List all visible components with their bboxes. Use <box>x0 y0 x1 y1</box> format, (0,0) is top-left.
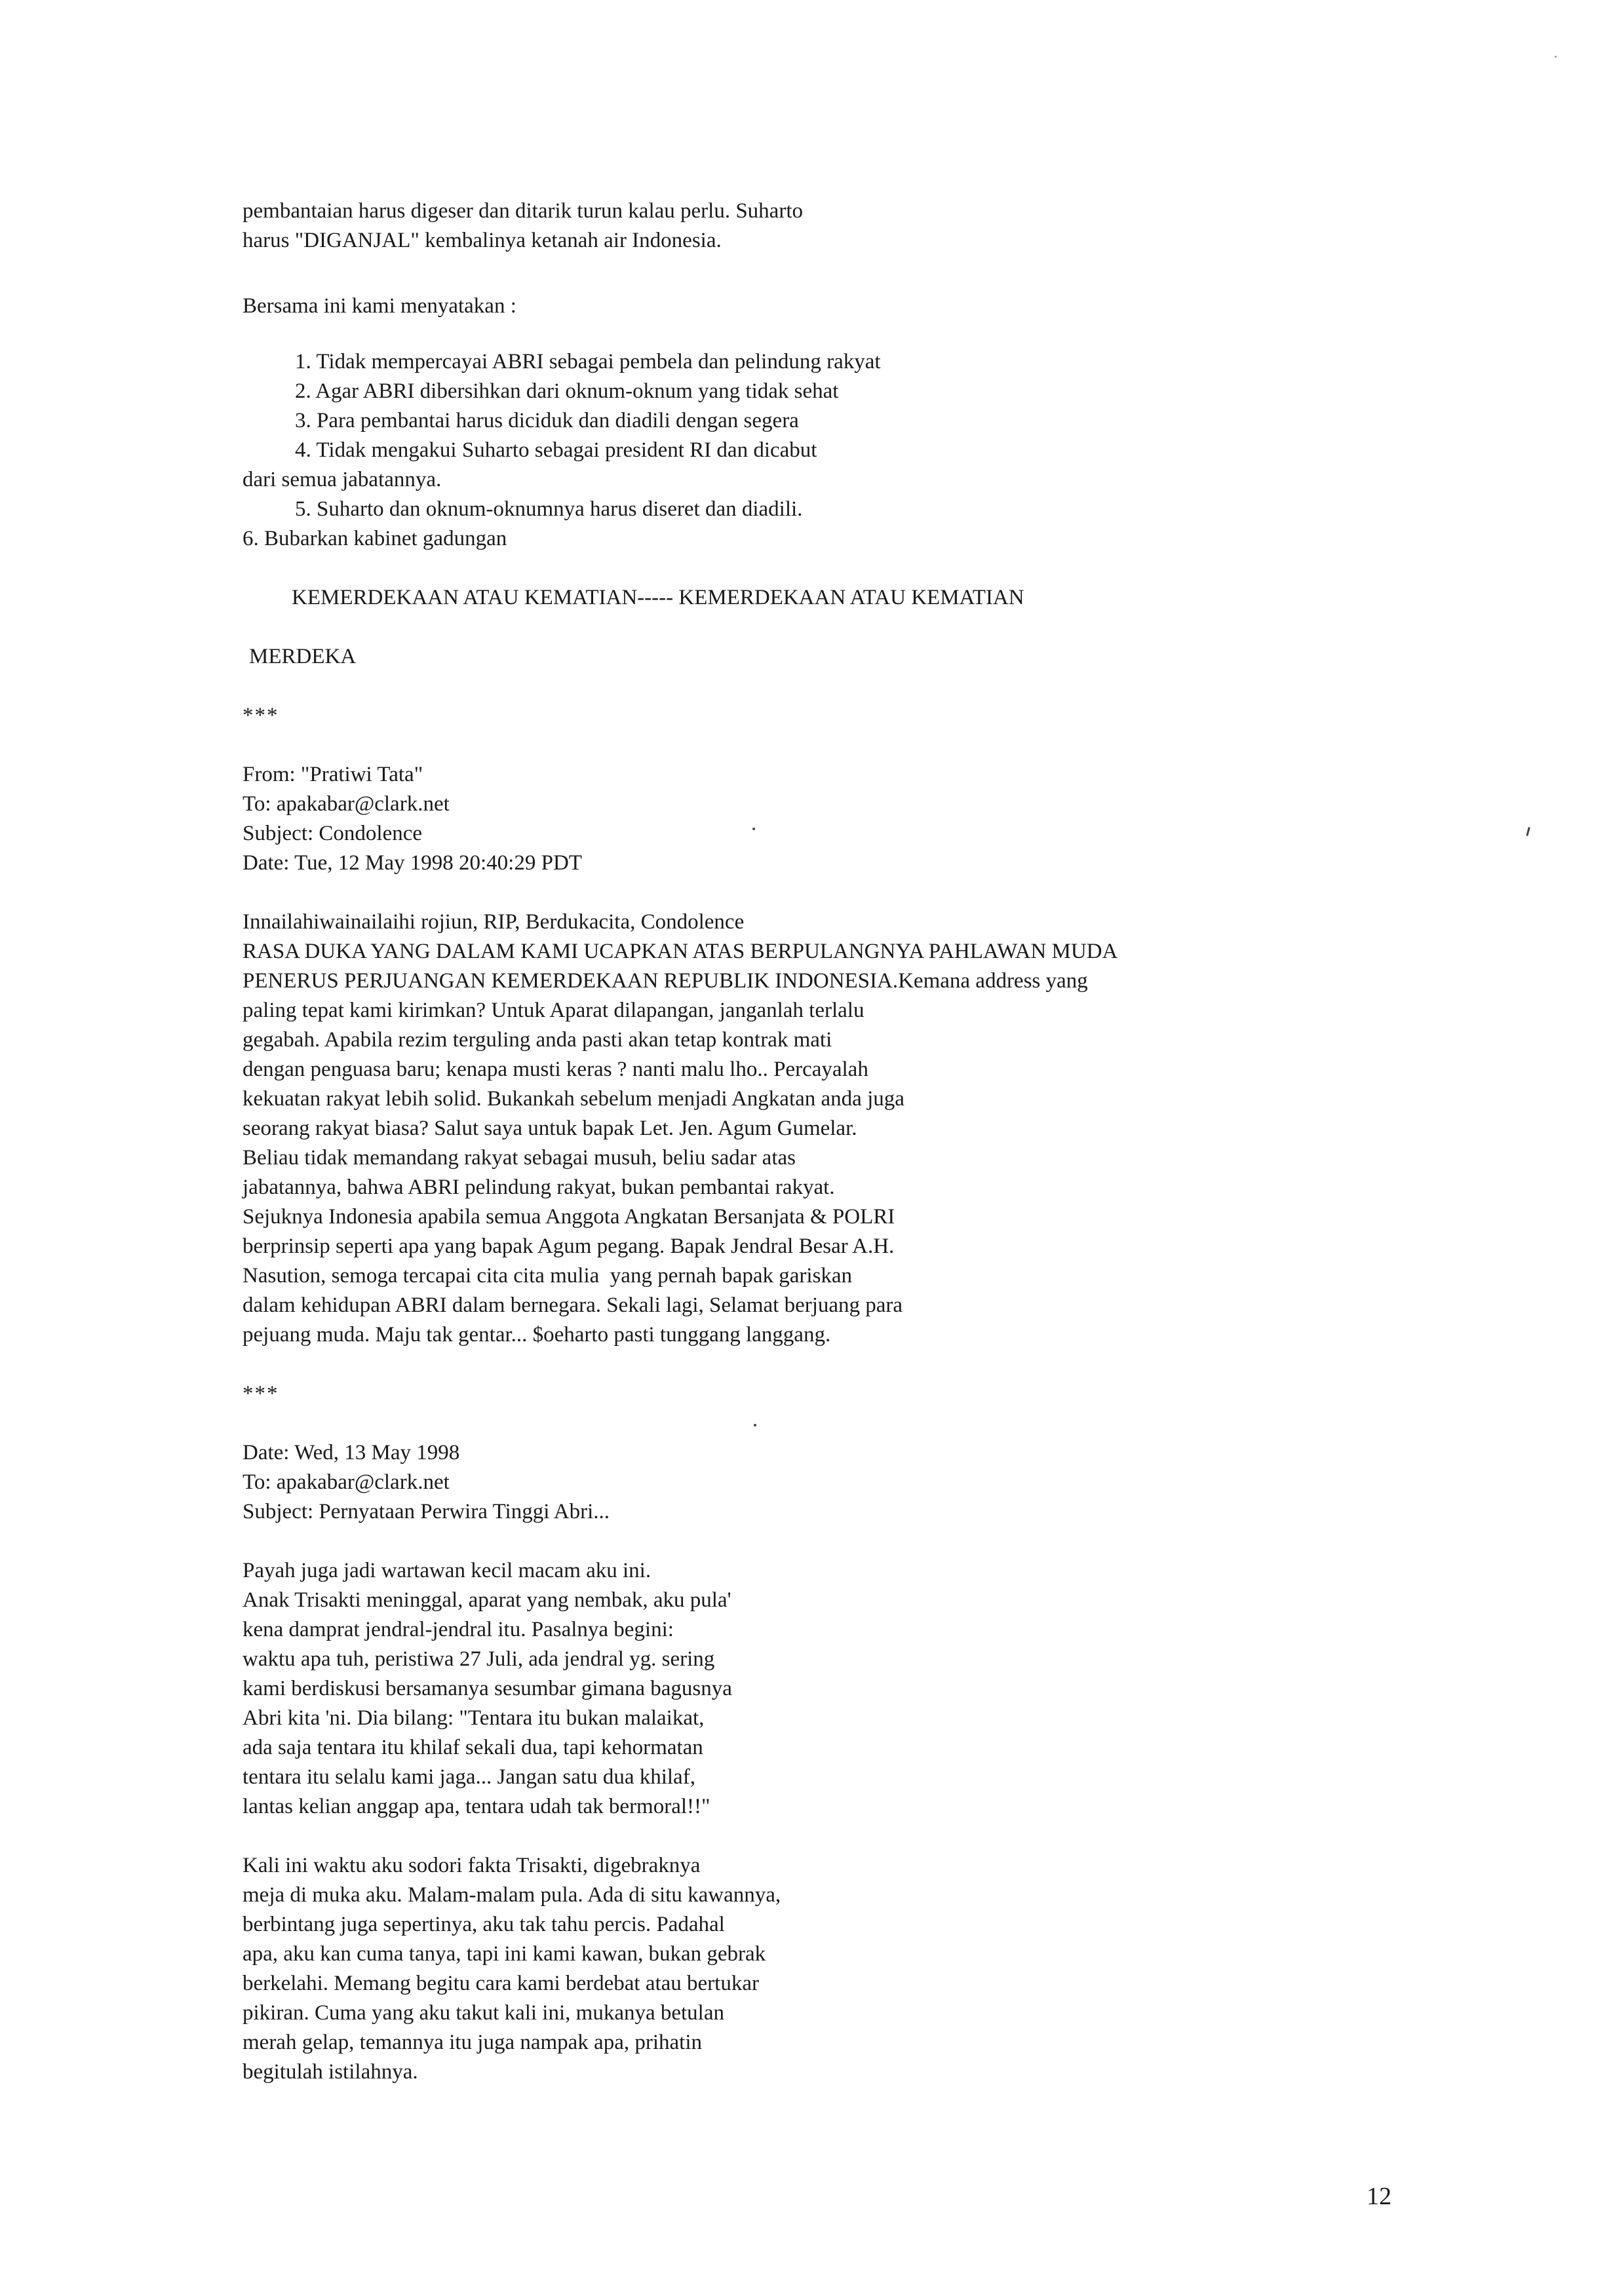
email-body-line: apa, aku kan cuma tanya, tapi ini kami kawan, bukan gebrak <box>243 1942 766 1966</box>
statement-item: 3. Para pembantai harus diciduk dan diadili dengan segera <box>295 409 799 432</box>
text-line: harus "DIGANJAL" kembalinya ketanah air Indonesia. <box>243 229 722 252</box>
email-body-line: tentara itu selalu kami jaga... Jangan satu dua khilaf, <box>243 1765 695 1789</box>
email-body-line: paling tepat kami kirimkan? Untuk Aparat dilapangan, janganlah terlalu <box>243 999 865 1022</box>
statement-intro: Bersama ini kami menyatakan : <box>243 294 516 318</box>
email-body-line: dengan penguasa baru; kenapa musti keras ? nanti malu lho.. Percayalah <box>243 1058 868 1081</box>
email-body-line: pikiran. Cuma yang aku takut kali ini, mukanya betulan <box>243 2001 724 2025</box>
email-body-line: lantas kelian anggap apa, tentara udah tak bermoral!!" <box>243 1795 710 1818</box>
email-date: Date: Tue, 12 May 1998 20:40:29 PDT <box>243 851 582 875</box>
scan-speck <box>752 828 755 830</box>
email-body-line: Payah juga jadi wartawan kecil macam aku ini. <box>243 1559 652 1582</box>
email-body-line: Nasution, semoga tercapai cita cita mulia yang pernah bapak gariskan <box>243 1264 853 1288</box>
email-body-line: gegabah. Apabila rezim terguling anda pasti akan tetap kontrak mati <box>243 1028 832 1052</box>
email-body-line: dalam kehidupan ABRI dalam bernegara. Sekali lagi, Selamat berjuang para <box>243 1293 903 1317</box>
email-subject: Subject: Condolence <box>243 822 423 845</box>
email-subject: Subject: Pernyataan Perwira Tinggi Abri... <box>243 1500 610 1523</box>
email-body-line: kami berdiskusi bersamanya sesumbar gimana bagusnya <box>243 1677 732 1700</box>
statement-item: 1. Tidak mempercayai ABRI sebagai pembela dan pelindung rakyat <box>295 350 881 373</box>
email-from: From: "Pratiwi Tata" <box>243 763 423 786</box>
separator: *** <box>243 704 279 727</box>
email-to: To: apakabar@clark.net <box>243 1470 450 1494</box>
statement-item: 2. Agar ABRI dibersihkan dari oknum-oknum yang tidak sehat <box>295 379 839 403</box>
text-line: pembantaian harus digeser dan ditarik turun kalau perlu. Suharto <box>243 199 803 223</box>
email-body-line: berprinsip seperti apa yang bapak Agum pegang. Bapak Jendral Besar A.H. <box>243 1234 895 1258</box>
statement-item: 6. Bubarkan kabinet gadungan <box>243 527 507 550</box>
slogan: KEMERDEKAAN ATAU KEMATIAN----- KEMERDEKAAN ATAU KEMATIAN <box>292 586 1024 609</box>
email-body-line: Abri kita 'ni. Dia bilang: "Tentara itu bukan malaikat, <box>243 1706 705 1730</box>
email-body-line: RASA DUKA YANG DALAM KAMI UCAPKAN ATAS BERPULANGNYA PAHLAWAN MUDA <box>243 940 1118 963</box>
email-body-line: merah gelap, temannya itu juga nampak apa, prihatin <box>243 2031 702 2054</box>
scan-speck <box>754 1424 756 1426</box>
email-body-line: begitulah istilahnya. <box>243 2060 418 2084</box>
email-to: To: apakabar@clark.net <box>243 792 450 816</box>
separator: *** <box>243 1382 279 1406</box>
email-body-line: berkelahi. Memang begitu cara kami berdebat atau bertukar <box>243 1972 759 1995</box>
statement-item: 4. Tidak mengakui Suharto sebagai president RI dan dicabut <box>295 438 817 462</box>
email-body-line: seorang rakyat biasa? Salut saya untuk bapak Let. Jen. Agum Gumelar. <box>243 1117 857 1140</box>
email-body-line: Anak Trisakti meninggal, aparat yang nembak, aku pula' <box>243 1588 731 1612</box>
email-body-line: Kali ini waktu aku sodori fakta Trisakti, digebraknya <box>243 1854 701 1877</box>
email-body-line: berbintang juga sepertinya, aku tak tahu percis. Padahal <box>243 1913 725 1936</box>
email-body-line: Innailahiwainailaihi rojiun, RIP, Berdukacita, Condolence <box>243 910 745 934</box>
page-number: 12 <box>1367 2183 1391 2210</box>
closing-word: MERDEKA <box>249 645 357 668</box>
email-body-line: pejuang muda. Maju tak gentar... $oeharto pasti tunggang langgang. <box>243 1323 831 1347</box>
email-body-line: ada saja tentara itu khilaf sekali dua, tapi kehormatan <box>243 1736 703 1759</box>
scan-speck <box>1526 827 1530 836</box>
statement-item: dari semua jabatannya. <box>243 468 442 491</box>
email-body-line: jabatannya, bahwa ABRI pelindung rakyat, bukan pembantai rakyat. <box>243 1176 835 1199</box>
email-body-line: Sejuknya Indonesia apabila semua Anggota Angkatan Bersanjata & POLRI <box>243 1205 895 1229</box>
email-body-line: PENERUS PERJUANGAN KEMERDEKAAN REPUBLIK INDONESIA.Kemana address yang <box>243 969 1088 993</box>
email-date: Date: Wed, 13 May 1998 <box>243 1441 460 1464</box>
email-body-line: Beliau tidak memandang rakyat sebagai musuh, beliu sadar atas <box>243 1146 796 1170</box>
email-body-line: kena damprat jendral-jendral itu. Pasalnya begini: <box>243 1618 674 1641</box>
statement-item: 5. Suharto dan oknum-oknumnya harus diseret dan diadili. <box>295 497 803 521</box>
email-body-line: meja di muka aku. Malam-malam pula. Ada di situ kawannya, <box>243 1883 781 1907</box>
email-body-line: waktu apa tuh, peristiwa 27 Juli, ada jendral yg. sering <box>243 1647 715 1671</box>
scan-speck <box>1555 56 1557 58</box>
email-body-line: kekuatan rakyat lebih solid. Bukankah sebelum menjadi Angkatan anda juga <box>243 1087 905 1111</box>
